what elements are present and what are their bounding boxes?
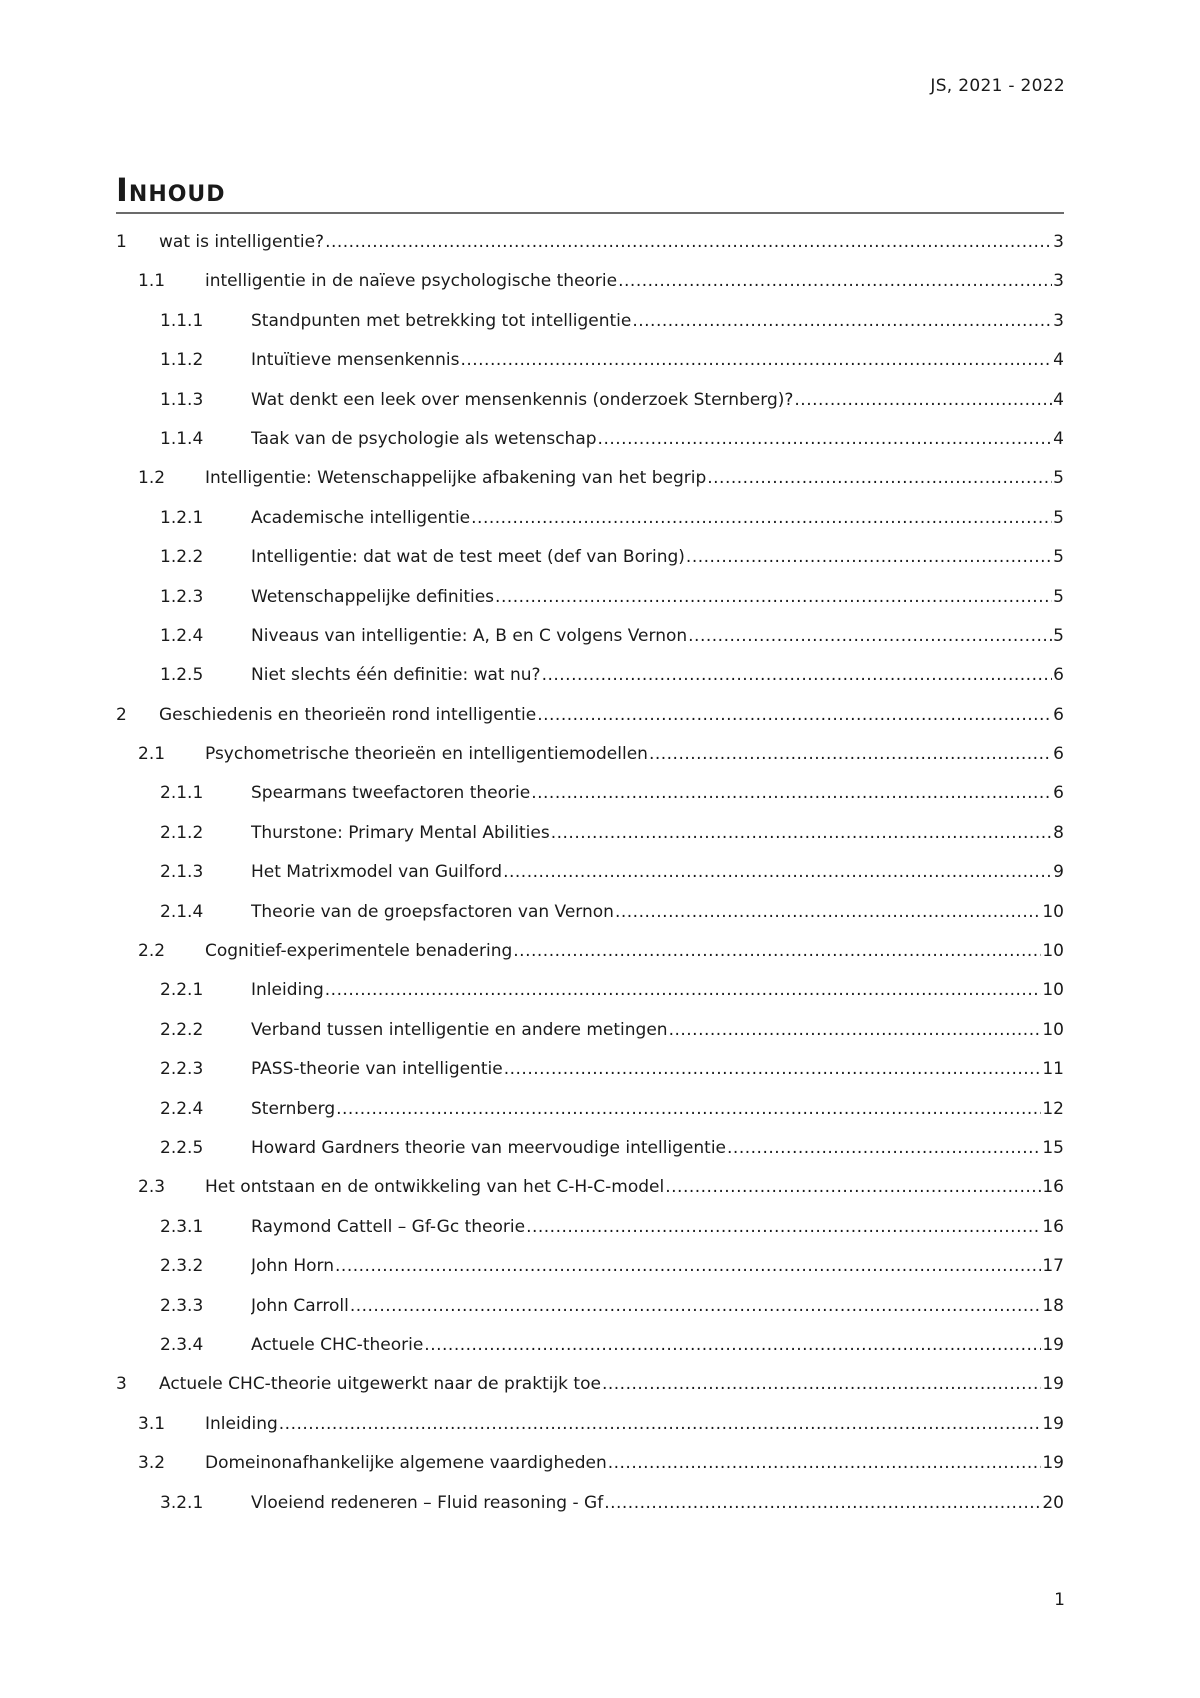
- toc-entry-line: [251, 1059, 1064, 1079]
- toc-leader-dots: [632, 311, 1052, 331]
- toc-leader-dots: [537, 705, 1052, 725]
- toc-leader-dots: [531, 783, 1052, 803]
- toc-leader-dots: [649, 744, 1052, 764]
- toc-leader-dots: [542, 665, 1053, 685]
- toc-entry-title: Wat denkt een leek over mensenkennis (onderzoek Sternberg)?: [251, 389, 794, 410]
- toc-entry-title: Intelligentie: Wetenschappelijke afbakening van het begrip: [205, 468, 707, 489]
- toc-entry-line: [251, 390, 1064, 410]
- toc-entry-line: [251, 980, 1064, 1000]
- toc-entry-number: 1.2.5: [160, 665, 204, 686]
- toc-entry-title: Standpunten met betrekking tot intelligentie: [251, 310, 632, 331]
- toc-leader-dots: [686, 547, 1052, 567]
- toc-entry-title: Cognitief-experimentele benadering: [205, 941, 513, 962]
- toc-entry-page: 6: [1053, 665, 1064, 686]
- toc-leader-dots: [598, 429, 1053, 449]
- toc-entry-page: 19: [1042, 1413, 1064, 1434]
- toc-leader-dots: [551, 823, 1052, 843]
- toc-entry-number: 1.2.4: [160, 625, 204, 646]
- toc-entry-page: 11: [1042, 1059, 1064, 1080]
- toc-entry-page: 19: [1042, 1334, 1064, 1355]
- toc-entry[interactable]: [116, 1020, 1064, 1059]
- toc-entry-line: [159, 705, 1064, 725]
- toc-entry[interactable]: [116, 1177, 1064, 1216]
- toc-entry-title: Wetenschappelijke definities: [251, 586, 495, 607]
- toc-entry-line: [251, 1296, 1064, 1316]
- toc-entry-page: 6: [1053, 704, 1064, 725]
- toc-entry-number: 1.1: [138, 271, 166, 292]
- toc-entry-number: 1.1.1: [160, 310, 204, 331]
- toc-entry-line: [159, 232, 1064, 252]
- toc-entry-page: 12: [1042, 1098, 1064, 1119]
- toc-entry[interactable]: [116, 744, 1064, 783]
- toc-entry-title: Taak van de psychologie als wetenschap: [251, 428, 597, 449]
- toc-leader-dots: [618, 271, 1052, 291]
- toc-entry-page: 16: [1042, 1177, 1064, 1198]
- toc-entry-page: 19: [1042, 1374, 1064, 1395]
- table-of-contents: [116, 232, 1064, 1532]
- toc-entry-line: [251, 587, 1064, 607]
- toc-leader-dots: [504, 1059, 1042, 1079]
- toc-entry-title: Howard Gardners theorie van meervoudige intelligentie: [251, 1137, 727, 1158]
- toc-entry-line: [205, 468, 1064, 488]
- toc-entry[interactable]: [116, 783, 1064, 822]
- toc-entry-number: 2.2: [138, 941, 166, 962]
- toc-entry-page: 3: [1053, 271, 1064, 292]
- toc-entry-number: 2: [116, 704, 127, 725]
- toc-entry-line: [251, 311, 1064, 331]
- toc-entry-line: [205, 1453, 1064, 1473]
- toc-leader-dots: [608, 1453, 1042, 1473]
- toc-entry-number: 2.2.1: [160, 980, 204, 1001]
- toc-entry[interactable]: [116, 271, 1064, 310]
- toc-leader-dots: [615, 902, 1041, 922]
- toc-entry-page: 5: [1053, 468, 1064, 489]
- running-head: JS, 2021 - 2022: [930, 76, 1065, 96]
- toc-entry[interactable]: [116, 1217, 1064, 1256]
- toc-entry-line: [205, 744, 1064, 764]
- toc-entry-number: 2.1.1: [160, 783, 204, 804]
- toc-entry-title: Psychometrische theorieën en intelligentiemodellen: [205, 744, 648, 765]
- toc-leader-dots: [665, 1177, 1041, 1197]
- toc-entry[interactable]: [116, 1256, 1064, 1295]
- toc-entry[interactable]: [116, 390, 1064, 429]
- toc-entry[interactable]: [116, 429, 1064, 468]
- toc-entry-line: [205, 1414, 1064, 1434]
- toc-entry-number: 1.1.4: [160, 428, 204, 449]
- toc-entry-line: [251, 1217, 1064, 1237]
- toc-entry[interactable]: [116, 1453, 1064, 1492]
- toc-entry-line: [251, 1099, 1064, 1119]
- toc-leader-dots: [602, 1374, 1041, 1394]
- toc-entry-title: Het ontstaan en de ontwikkeling van het C-H-C-model: [205, 1177, 665, 1198]
- toc-entry-line: [159, 1374, 1064, 1394]
- toc-entry-line: [205, 271, 1064, 291]
- toc-entry[interactable]: [116, 1374, 1064, 1413]
- toc-entry-page: 15: [1042, 1137, 1064, 1158]
- toc-entry-number: 2.3.4: [160, 1334, 204, 1355]
- toc-entry-number: 2.3.3: [160, 1295, 204, 1316]
- toc-entry-number: 1.2.3: [160, 586, 204, 607]
- toc-entry[interactable]: [116, 468, 1064, 507]
- toc-entry-page: 5: [1053, 507, 1064, 528]
- toc-entry-title: Verband tussen intelligentie en andere metingen: [251, 1019, 668, 1040]
- toc-entry-line: [251, 626, 1064, 646]
- toc-leader-dots: [794, 390, 1052, 410]
- toc-entry-title: PASS-theorie van intelligentie: [251, 1059, 503, 1080]
- toc-entry-number: 3: [116, 1374, 127, 1395]
- toc-entry[interactable]: [116, 1414, 1064, 1453]
- toc-entry-number: 2.1: [138, 744, 166, 765]
- toc-entry-title: Theorie van de groepsfactoren van Vernon: [251, 901, 614, 922]
- toc-leader-dots: [503, 862, 1052, 882]
- toc-entry[interactable]: [116, 232, 1064, 271]
- toc-entry-page: 10: [1042, 901, 1064, 922]
- toc-entry-line: [251, 862, 1064, 882]
- toc-leader-dots: [526, 1217, 1041, 1237]
- toc-entry-title: Spearmans tweefactoren theorie: [251, 783, 531, 804]
- toc-entry-title: Niet slechts één definitie: wat nu?: [251, 665, 541, 686]
- toc-leader-dots: [495, 587, 1052, 607]
- toc-entry-title: Niveaus van intelligentie: A, B en C volgens Vernon: [251, 625, 688, 646]
- toc-entry-number: 2.1.4: [160, 901, 204, 922]
- toc-entry-line: [251, 1493, 1064, 1513]
- toc-entry-number: 2.1.3: [160, 862, 204, 883]
- toc-leader-dots: [669, 1020, 1042, 1040]
- toc-entry[interactable]: [116, 665, 1064, 704]
- toc-entry-line: [251, 429, 1064, 449]
- toc-entry-page: 19: [1042, 1453, 1064, 1474]
- toc-entry[interactable]: [116, 1296, 1064, 1335]
- toc-entry-line: [251, 1335, 1064, 1355]
- toc-entry[interactable]: [116, 587, 1064, 626]
- toc-leader-dots: [424, 1335, 1041, 1355]
- toc-entry[interactable]: [116, 626, 1064, 665]
- toc-entry-number: 1.1.2: [160, 350, 204, 371]
- toc-entry[interactable]: [116, 980, 1064, 1019]
- toc-entry-page: 4: [1053, 389, 1064, 410]
- toc-entry-number: 2.2.5: [160, 1137, 204, 1158]
- toc-entry-page: 10: [1042, 1019, 1064, 1040]
- toc-entry-title: Actuele CHC-theorie uitgewerkt naar de praktijk toe: [159, 1374, 601, 1395]
- toc-entry[interactable]: [116, 862, 1064, 901]
- toc-entry-page: 4: [1053, 428, 1064, 449]
- toc-entry-page: 5: [1053, 625, 1064, 646]
- toc-leader-dots: [688, 626, 1052, 646]
- toc-entry-line: [251, 350, 1064, 370]
- toc-leader-dots: [325, 980, 1042, 1000]
- toc-entry-page: 20: [1042, 1492, 1064, 1513]
- toc-entry-page: 4: [1053, 350, 1064, 371]
- toc-leader-dots: [279, 1414, 1042, 1434]
- toc-entry-number: 3.2: [138, 1453, 166, 1474]
- toc-entry[interactable]: [116, 902, 1064, 941]
- toc-leader-dots: [325, 232, 1052, 252]
- toc-entry[interactable]: [116, 941, 1064, 980]
- toc-entry-page: 18: [1042, 1295, 1064, 1316]
- toc-entry-number: 1.2.1: [160, 507, 204, 528]
- toc-entry-title: Geschiedenis en theorieën rond intelligentie: [159, 704, 537, 725]
- toc-leader-dots: [471, 508, 1052, 528]
- toc-entry-line: [251, 1020, 1064, 1040]
- toc-entry[interactable]: [116, 1493, 1064, 1532]
- toc-entry-number: 2.3: [138, 1177, 166, 1198]
- toc-entry-page: 5: [1053, 586, 1064, 607]
- toc-entry-number: 2.3.1: [160, 1216, 204, 1237]
- toc-entry-number: 2.2.2: [160, 1019, 204, 1040]
- toc-entry-line: [251, 902, 1064, 922]
- toc-leader-dots: [604, 1493, 1041, 1513]
- toc-entry-line: [205, 941, 1064, 961]
- toc-title: Inhoud: [116, 170, 1064, 214]
- toc-entry-line: [251, 1256, 1064, 1276]
- toc-leader-dots: [350, 1296, 1042, 1316]
- toc-entry-number: 1: [116, 232, 127, 252]
- toc-entry-page: 3: [1053, 232, 1064, 252]
- toc-entry-page: 6: [1053, 744, 1064, 765]
- toc-entry-number: 1.2.2: [160, 547, 204, 568]
- toc-entry-title: Academische intelligentie: [251, 507, 471, 528]
- toc-entry-title: wat is intelligentie?: [159, 232, 325, 252]
- page-number: 1: [1054, 1590, 1065, 1610]
- toc-entry[interactable]: [116, 350, 1064, 389]
- toc-leader-dots: [335, 1256, 1041, 1276]
- toc-entry-line: [251, 547, 1064, 567]
- toc-entry[interactable]: [116, 1059, 1064, 1098]
- toc-entry-title: Actuele CHC-theorie: [251, 1334, 424, 1355]
- toc-entry-title: Raymond Cattell – Gf-Gc theorie: [251, 1216, 526, 1237]
- toc-entry-title: Thurstone: Primary Mental Abilities: [251, 822, 550, 843]
- toc-entry-number: 2.2.4: [160, 1098, 204, 1119]
- toc-entry-title: John Carroll: [251, 1295, 349, 1316]
- toc-entry-line: [251, 508, 1064, 528]
- toc-entry-page: 3: [1053, 310, 1064, 331]
- toc-entry-page: 10: [1042, 980, 1064, 1001]
- toc-entry[interactable]: [116, 1099, 1064, 1138]
- toc-entry-number: 2.2.3: [160, 1059, 204, 1080]
- toc-leader-dots: [460, 350, 1052, 370]
- toc-entry-title: Het Matrixmodel van Guilford: [251, 862, 503, 883]
- toc-entry-page: 16: [1042, 1216, 1064, 1237]
- toc-entry[interactable]: [116, 823, 1064, 862]
- toc-entry-line: [251, 823, 1064, 843]
- toc-entry[interactable]: [116, 311, 1064, 350]
- toc-leader-dots: [513, 941, 1041, 961]
- toc-entry-title: Inleiding: [205, 1413, 278, 1434]
- toc-entry-page: 5: [1053, 547, 1064, 568]
- toc-entry[interactable]: [116, 705, 1064, 744]
- toc-entry-title: Inleiding: [251, 980, 324, 1001]
- toc-entry-page: 17: [1042, 1256, 1064, 1277]
- toc-entry-number: 1.2: [138, 468, 166, 489]
- toc-entry-page: 9: [1053, 862, 1064, 883]
- toc-entry-line: [205, 1177, 1064, 1197]
- toc-entry-title: Intelligentie: dat wat de test meet (def van Boring): [251, 547, 685, 568]
- toc-entry-number: 3.1: [138, 1413, 166, 1434]
- toc-entry-number: 2.3.2: [160, 1256, 204, 1277]
- toc-entry-title: Domeinonafhankelijke algemene vaardigheden: [205, 1453, 607, 1474]
- toc-entry-number: 2.1.2: [160, 822, 204, 843]
- toc-entry-line: [251, 665, 1064, 685]
- toc-leader-dots: [727, 1138, 1041, 1158]
- toc-entry-number: 3.2.1: [160, 1492, 204, 1513]
- toc-entry-number: 1.1.3: [160, 389, 204, 410]
- toc-entry-title: John Horn: [251, 1256, 335, 1277]
- toc-entry[interactable]: [116, 547, 1064, 586]
- toc-entry-line: [251, 1138, 1064, 1158]
- toc-entry-line: [251, 783, 1064, 803]
- toc-entry-title: Vloeiend redeneren – Fluid reasoning - Gf: [251, 1492, 604, 1513]
- toc-leader-dots: [707, 468, 1052, 488]
- toc-entry-page: 6: [1053, 783, 1064, 804]
- toc-entry[interactable]: [116, 1335, 1064, 1374]
- toc-entry-title: Sternberg: [251, 1098, 336, 1119]
- toc-entry-page: 10: [1042, 941, 1064, 962]
- toc-entry-page: 8: [1053, 822, 1064, 843]
- toc-leader-dots: [336, 1099, 1041, 1119]
- toc-entry-title: Intuïtieve mensenkennis: [251, 350, 460, 371]
- toc-entry-title: intelligentie in de naïeve psychologische theorie: [205, 271, 618, 292]
- toc-entry[interactable]: [116, 1138, 1064, 1177]
- toc-entry[interactable]: [116, 508, 1064, 547]
